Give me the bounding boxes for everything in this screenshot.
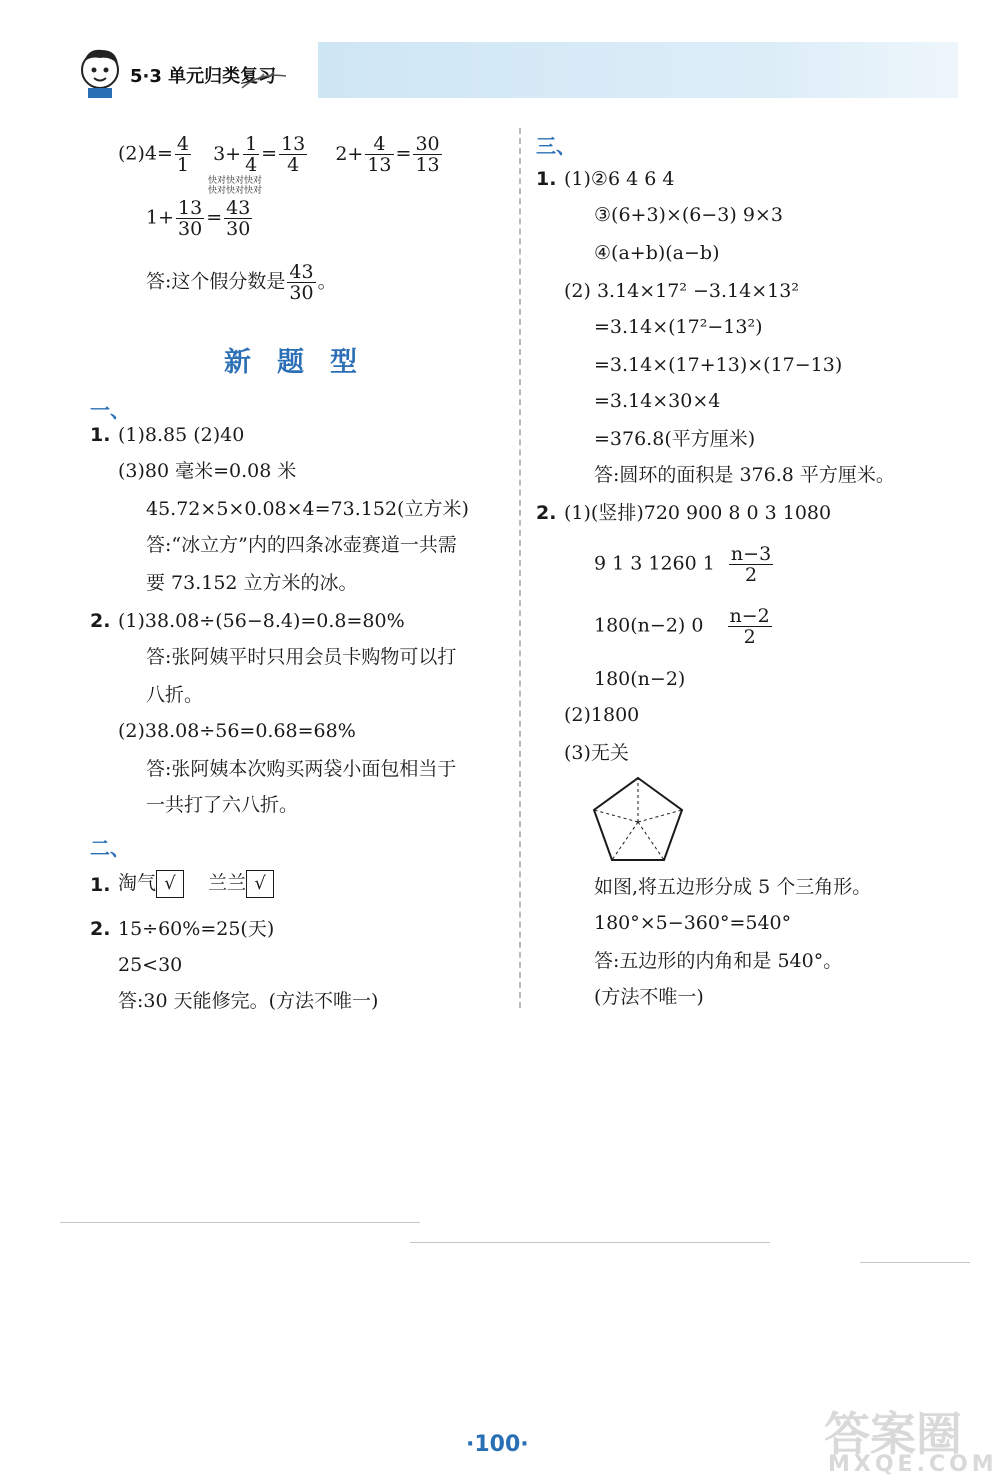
scan-line (860, 1262, 970, 1263)
fraction: $\frac{4}{13}$ (367, 133, 392, 176)
q-number: 1. (536, 168, 557, 190)
text-line: (1)38.08÷(56−8.4)=0.8=80% (118, 610, 405, 632)
text-line: 180(n−2) 0 $\frac{n-2}{2}$ (594, 605, 770, 648)
text-line: 15÷60%=25(天) (118, 918, 275, 940)
q-number: 1. (90, 874, 111, 896)
text-line: (3)无关 (564, 742, 629, 764)
scan-line (410, 1242, 770, 1243)
text-line: 答:圆环的面积是 376.8 平方厘米。 (594, 464, 895, 486)
text-line: 45.72×5×0.08×4=73.152(立方米) (146, 498, 469, 520)
q2-label: (2)4= (118, 142, 173, 165)
text-line: =3.14×(17+13)×(17−13) (594, 354, 843, 376)
text-line: 答:“冰立方”内的四条冰壶赛道一共需 (146, 534, 457, 556)
handwritten-scribble: 快对快对快对 快对快对快对 (208, 176, 263, 196)
watermark-logo: 答案圈 (824, 1407, 962, 1461)
header-title: 5·3 单元归类复习 (130, 66, 277, 87)
text-line: 八折。 (146, 684, 204, 706)
fraction: $\frac{n-2}{2}$ (729, 605, 770, 648)
text-line: 答:30 天能修完。(方法不唯一) (118, 990, 379, 1012)
fraction: $\frac{43}{30}$ (226, 197, 251, 240)
check-box: √ (156, 870, 184, 898)
column-divider (519, 128, 521, 1008)
text-line: 答:五边形的内角和是 540°。 (594, 950, 843, 972)
text-line: (3)80 毫米=0.08 米 (118, 460, 297, 482)
fraction: $\frac{4}{1}$ (176, 133, 190, 176)
pentagon-diagram (590, 774, 686, 864)
watermark-url: MXQE.COM (828, 1452, 998, 1477)
fraction: $\frac{30}{13}$ (415, 133, 440, 176)
text-line: =3.14×30×4 (594, 390, 721, 412)
section-heading-2: 二、 (90, 836, 130, 860)
left-q2-line1: (2)4= $\frac{4}{1}$ 3+ $\frac{1}{4}$ = $\frac{13}{4}$ 2+ $\frac{4}{13}$ = $\frac{30}{13}$ (118, 133, 440, 176)
q2-part3: 2+ (335, 142, 364, 165)
text-line: 答:张阿姨本次购买两袋小面包相当于 (146, 758, 457, 780)
q-number: 1. (90, 424, 111, 446)
cartoon-boy-icon (74, 44, 126, 100)
page-number: ·100· (466, 1432, 529, 1457)
fraction: $\frac{1}{4}$ (245, 133, 258, 176)
text-line: ③(6+3)×(6−3) 9×3 (594, 204, 783, 226)
q-number: 2. (536, 502, 557, 524)
q2-part2: 3+ (213, 142, 242, 165)
text-line: (1)②6 4 6 4 (564, 168, 675, 190)
section-heading-1: 一、 (90, 398, 130, 422)
text-line: 要 73.152 立方米的冰。 (146, 572, 358, 594)
left-q2-answer: 答:这个假分数是 $\frac{43}{30}$ 。 (146, 261, 337, 304)
text-line: (方法不唯一) (594, 986, 704, 1008)
text-line: 答:张阿姨平时只用会员卡购物可以打 (146, 646, 457, 668)
header-banner (318, 42, 958, 98)
check-box: √ (246, 870, 274, 898)
section-heading-3: 三、 (536, 134, 576, 158)
text-line: 180(n−2) (594, 668, 686, 690)
text-line: =376.8(平方厘米) (594, 428, 756, 450)
text-line: 25<30 (118, 954, 183, 976)
text-line: 淘气 √ 兰兰 √ (118, 870, 274, 898)
fraction: $\frac{13}{30}$ (178, 197, 203, 240)
text-line: 一共打了六八折。 (146, 794, 299, 816)
leaf-decoration-icon (240, 70, 290, 92)
text-line: (2) 3.14×17² −3.14×13² (564, 280, 799, 302)
text-line: (1)(竖排)720 900 8 0 3 1080 (564, 502, 832, 524)
q-number: 2. (90, 918, 111, 940)
fraction: $\frac{43}{30}$ (289, 261, 314, 304)
text-line: 如图,将五边形分成 5 个三角形。 (594, 876, 872, 898)
fraction: $\frac{13}{4}$ (281, 133, 306, 176)
text-line: (2)1800 (564, 704, 640, 726)
fraction: $\frac{n-3}{2}$ (730, 543, 772, 586)
q-number: 2. (90, 610, 111, 632)
text-line: =3.14×(17²−13²) (594, 316, 763, 338)
scan-line (60, 1222, 420, 1223)
text-line: (1)8.85 (2)40 (118, 424, 245, 446)
text-line: 180°×5−360°=540° (594, 912, 792, 934)
text-line: (2)38.08÷56=0.68=68% (118, 720, 356, 742)
left-q2-line2: 1+ $\frac{13}{30}$ = $\frac{43}{30}$ (146, 197, 251, 240)
text-line: 9 1 3 1260 1 $\frac{n-3}{2}$ (594, 543, 772, 586)
section-title-new-question-types: 新题型 (224, 347, 383, 378)
text-line: ④(a+b)(a−b) (594, 242, 720, 264)
